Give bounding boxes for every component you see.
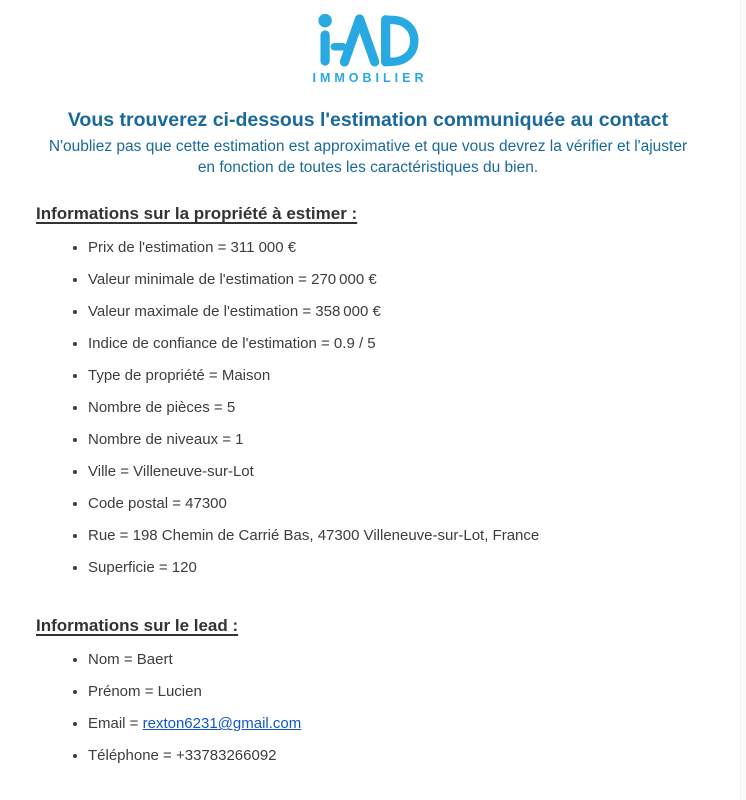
page-title: Vous trouverez ci-dessous l'estimation communiquée au contact (67, 109, 669, 131)
item-prix-estimation: • Prix de l'estimation = 311 000 € (88, 232, 700, 264)
item-ville: • Ville = Villeneuve-sur-Lot (88, 456, 700, 488)
lead-list (36, 644, 700, 772)
item-indice-confiance: • Indice de confiance de l'estimation = 0.9 / 5 (88, 328, 700, 360)
iad-logo-icon (315, 12, 421, 68)
viewport-right-edge (740, 0, 746, 800)
section-heading-lead: Informations sur le lead : (36, 616, 239, 636)
item-code-postal: • Code postal = 47300 (88, 488, 700, 520)
email-link[interactable]: rexton6231@gmail.com (142, 715, 302, 733)
property-section (36, 204, 700, 584)
property-list (36, 232, 700, 584)
subtitle-line-1: N'oubliez pas que cette estimation est approximative et que vous devrez la vérifier et l'ajuster (48, 138, 688, 156)
item-telephone: • Téléphone = +33783266092 (88, 740, 700, 772)
subtitle-line-2: en fonction de toutes les caractéristiques du bien. (197, 158, 539, 176)
item-email (88, 708, 700, 740)
item-nom: • Nom = Baert (88, 644, 700, 676)
item-rue: • Rue = 198 Chemin de Carrié Bas, 47300 Villeneuve-sur-Lot, France (88, 520, 700, 552)
item-type-propriete: • Type de propriété = Maison (88, 360, 700, 392)
section-heading-property: Informations sur la propriété à estimer : (36, 204, 358, 224)
item-valeur-maximale: • Valeur maximale de l'estimation = 358 000 € (88, 296, 700, 328)
brand-immobilier-label: IMMOBILIER (312, 71, 428, 85)
item-superficie: • Superficie = 120 (88, 552, 700, 584)
brand-header (36, 8, 700, 85)
lead-section (36, 616, 700, 772)
item-nombre-niveaux: • Nombre de niveaux = 1 (88, 424, 700, 456)
page-subtitle (36, 137, 700, 178)
email-label: Email = (88, 715, 143, 733)
item-valeur-minimale: • Valeur minimale de l'estimation = 270 000 € (88, 264, 700, 296)
item-nombre-pieces: • Nombre de pièces = 5 (88, 392, 700, 424)
item-prenom: • Prénom = Lucien (88, 676, 700, 708)
